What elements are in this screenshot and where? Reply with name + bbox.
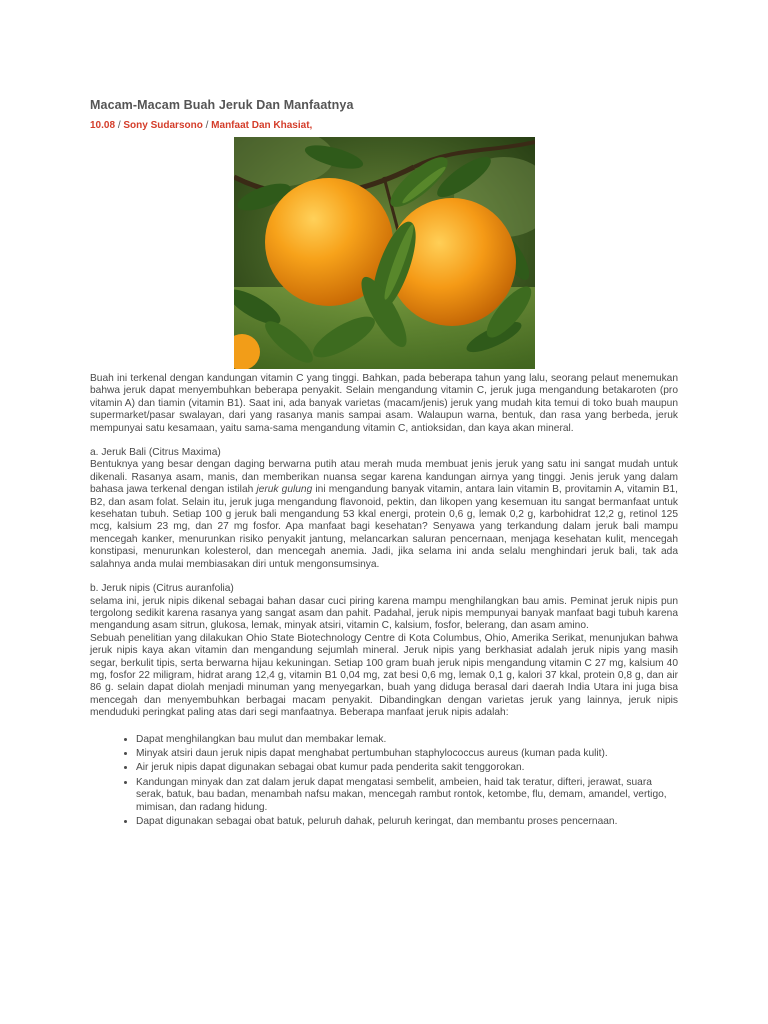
category-link[interactable]: Manfaat Dan Khasiat, xyxy=(211,120,313,131)
section-b-paragraph-2: Sebuah penelitian yang dilakukan Ohio State Biotechnology Centre di Kota Columbus, Ohio, Amerika Serikat, menunjukan bahwa jeruk nipis kaya akan vitamin dan mengandung sejumlah mineral. Jeruk nipis yang berkhasiat adalah jeruk nipis yang masih segar, berkulit tipis, serta berwarna hijau kekuningan. Setiap 100 gram buah jeruk nipis mengandung vitamin C 27 mg, kalsium 40 mg, fosfor 22 miligram, hidrat arang 12,4 g, vitamin B1 0,04 mg, zat besi 0,6 mg, lemak 0,1 g, kalori 37 kkal, protein 0,8 g, dan air 86 g. selain dapat diolah menjadi minuman yang menyegarkan, buah yang diduga berasal dari daerah India Utara ini juga bisa mencegah dan menyembuhkan berbagai macam penyakit. Dibandingkan dengan varietas jeruk yang lainnya, jeruk nipis menduduki peringkat paling atas dari segi manfaatnya. Beberapa manfaat jeruk nipis adalah: xyxy=(90,632,678,719)
section-a-paragraph: Bentuknya yang besar dengan daging berwarna putih atau merah muda membuat jenis jeruk yang satu ini sangat mudah untuk dikenali. Rasanya asam, manis, dan memberikan nuansa segar karena kandungan airnya yang tinggi. Jenis jeruk yang dalam bahasa jawa terkenal dengan istilah jeruk gulung ini mengandung banyak vitamin, antara lain vitamin B, provitamin A, vitamin B1, B2, dan asam folat. Selain itu, jeruk juga mengandung flavonoid, pektin, dan likopen yang kesemuan itu sangat bermanfaat untuk kesehatan tubuh. Setiap 100 g jeruk bali mengandung 53 kkal energi, protein 0,6 g, lemak 0,2 g, karbohidrat 12,2 g, retinol 125 mcg, kalsium 23 mg, dan 27 mg fosfor. Apa manfaat bagi kesehatan? Senyawa yang terkandung dalam jeruk bali mampu mencegah kanker, menurunkan risiko penyakit jantung, melancarkan saluran pencernaan, menjaga kesehatan kulit, mencegah konstipasi, menurunkan kolesterol, dan mencegah anemia. Jadi, jika selama ini anda selalu menghindari jeruk bali, tak ada salahnya anda mulai membiasakan diri untuk mengonsumsinya. xyxy=(90,459,678,570)
article-title: Macam-Macam Buah Jeruk Dan Manfaatnya xyxy=(90,98,354,112)
article-body xyxy=(90,373,678,720)
post-time: 10.08 xyxy=(90,120,116,131)
article xyxy=(90,98,678,830)
meta-separator: / xyxy=(205,120,209,131)
section-b-paragraph-1: selama ini, jeruk nipis dikenal sebagai bahan dasar cuci piring karena mampu menghilangkan bau amis. Peminat jeruk nipis pun tergolong sedikit karena rasanya yang sangat asam dan pahit. Padahal, jeruk nipis mempunyai banyak manfaat bagi tubuh karena mengandung asam sitrun, glukosa, lemak, minyak atsiri, vitamin C, kalsium, fosfor, belerang, dan asam amino. xyxy=(90,595,678,632)
section-b-heading: b. Jeruk nipis (Citrus auranfolia) xyxy=(90,583,234,595)
list-item: • Dapat menghilangkan bau mulut dan membakar lemak. xyxy=(136,734,678,746)
list-item: • Kandungan minyak dan zat dalam jeruk dapat mengatasi sembelit, ambeien, haid tak teratur, difteri, jerawat, suara serak, batuk, bau badan, menambah nafsu makan, mencegah rambut rontok, ketombe, flu, demam, amandel, vertigo, mimisan, dan radang hidung. xyxy=(136,777,678,814)
meta-separator: / xyxy=(117,120,121,131)
list-item: • Dapat digunakan sebagai obat batuk, peluruh dahak, peluruh keringat, dan membantu proses pencernaan. xyxy=(136,816,678,828)
post-meta xyxy=(90,120,678,131)
intro-paragraph: Buah ini terkenal dengan kandungan vitamin C yang tinggi. Bahkan, pada beberapa tahun yang lalu, seorang pelaut menemukan bahwa jeruk dapat menyembuhkan beberapa penyakit. Selain mengandung vitamin C, jeruk juga mengandung betakaroten (pro vitamin A) dan tiamin (vitamin B1). Saat ini, ada banyak varietas (macam/jenis) jeruk yang mudah kita temui di toko buah maupun supermarket/pasar swalayan, dari yang rasanya manis sampai asam. Walaupun warna, bentuk, dan rasa yang berbeda, jeruk mempunyai satu kesamaan, yaitu sama-sama mengandung vitamin C, antioksidan, dan kaya akan mineral. xyxy=(90,373,678,434)
list-item: • Air jeruk nipis dapat digunakan sebagai obat kumur pada penderita sakit tenggorokan. xyxy=(136,762,678,774)
list-item: • Minyak atsiri daun jeruk nipis dapat menghabat pertumbuhan staphylococcus aureus (kuman pada kulit). xyxy=(136,748,678,760)
oranges-photo xyxy=(234,137,535,369)
benefits-list xyxy=(90,734,678,829)
section-a-heading: a. Jeruk Bali (Citrus Maxima) xyxy=(90,447,221,459)
author-link[interactable]: Sony Sudarsono xyxy=(123,120,203,131)
